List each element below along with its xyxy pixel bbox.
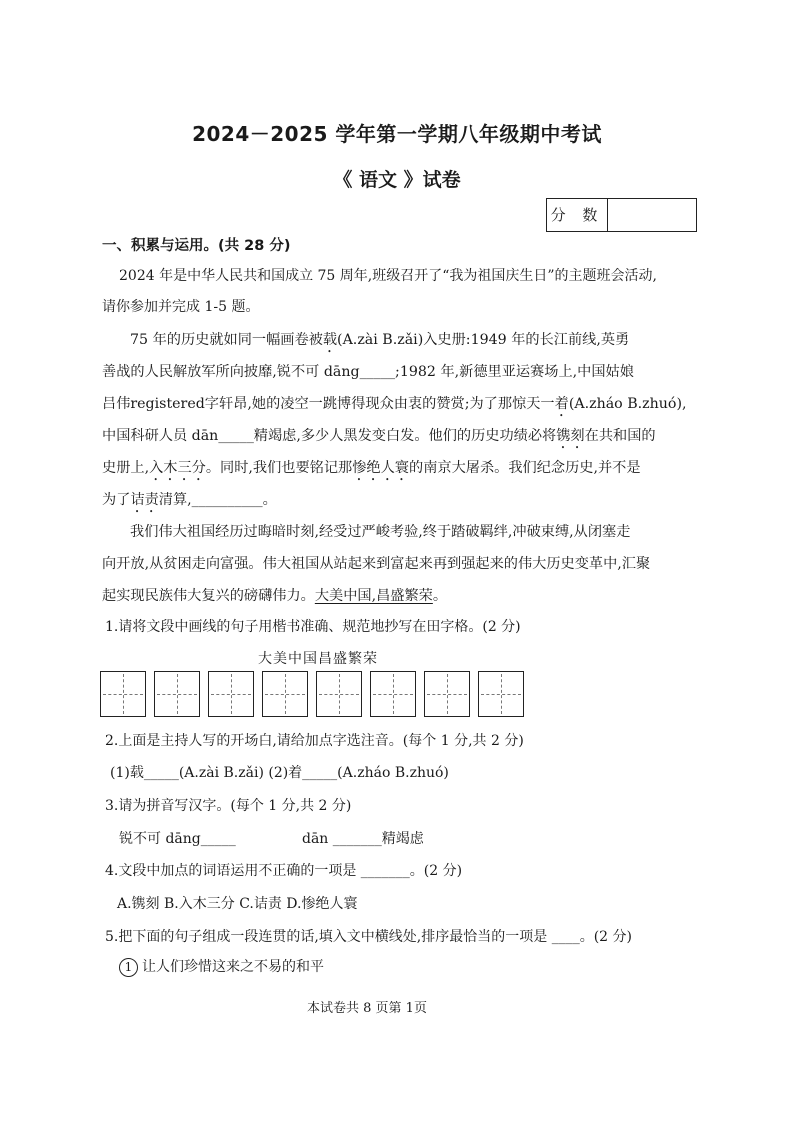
- passage-line: 吕伟registered字轩昂,她的凌空一跳博得现众由衷的赞赏;为了那惊天一着(A.zháo B.zhuó),: [102, 396, 687, 412]
- page-footer: 本试卷共 8 页第 1页: [307, 1001, 427, 1016]
- passage-line: 为了诘责清算,__________。: [102, 492, 277, 508]
- score-box: [546, 198, 697, 232]
- tianzige-cell[interactable]: [424, 671, 470, 717]
- q5-item-1: 1 让人们珍惜这来之不易的和平: [119, 957, 324, 977]
- passage-line: 史册上,入木三分。同时,我们也要铭记那惨绝人寰的南京大屠杀。我们纪念历史,并不是: [102, 460, 641, 476]
- question-5: 5.把下面的句子组成一段连贯的话,填入文中横线处,排序最恰当的一项是 ____。(2 分): [105, 929, 632, 945]
- question-3: 3.请为拼音写汉字。(每个 1 分,共 2 分): [105, 798, 352, 814]
- tianzige-cell[interactable]: [100, 671, 146, 717]
- passage-line: 中国科研人员 dān_____精竭虑,多少人黑发变白发。他们的历史功绩必将镌刻在共和国的: [102, 428, 656, 444]
- q3-item-1: 锐不可 dāng_____: [119, 831, 236, 847]
- passage-line: 我们伟大祖国经历过晦暗时刻,经受过严峻考验,终于踏破羁绊,冲破束缚,从闭塞走: [130, 524, 631, 540]
- passage-line: 善战的人民解放军所向披靡,锐不可 dāng_____;1982 年,新德里亚运赛场上,中国姑娘: [102, 364, 634, 380]
- question-4: 4.文段中加点的词语运用不正确的一项是 _______。(2 分): [105, 863, 463, 879]
- tianzige-cell[interactable]: [370, 671, 416, 717]
- underlined-sentence: 大美中国,昌盛繁荣: [314, 588, 433, 604]
- exam-subtitle: 《 语文 》试卷: [333, 169, 461, 191]
- section-heading: 一、积累与运用。(共 28 分): [102, 238, 291, 254]
- tianzige-grid: [100, 671, 530, 717]
- passage-line: 75 年的历史就如同一幅画卷被载(A.zài B.zǎi)入史册:1949 年的长江前线,英勇: [130, 332, 630, 348]
- exam-title: 2024－2025 学年第一学期八年级期中考试: [192, 122, 602, 146]
- q1-sample-text: 大美中国昌盛繁荣: [258, 651, 378, 667]
- q4-options: A.镌刻 B.入木三分 C.诘责 D.惨绝人寰: [117, 896, 358, 912]
- question-1: 1.请将文段中画线的句子用楷书准确、规范地抄写在田字格。(2 分): [105, 619, 521, 635]
- score-label: 分 数: [547, 199, 608, 231]
- passage-line: 起实现民族伟大复兴的磅礴伟力。大美中国,昌盛繁荣。: [102, 588, 448, 604]
- intro-line-2: 请你参加并完成 1-5 题。: [102, 299, 260, 315]
- circled-number: 1: [119, 958, 138, 977]
- tianzige-cell[interactable]: [478, 671, 524, 717]
- tianzige-cell[interactable]: [316, 671, 362, 717]
- tianzige-cell[interactable]: [262, 671, 308, 717]
- q3-item-2: dān _______精竭虑: [302, 831, 424, 847]
- tianzige-cell[interactable]: [154, 671, 200, 717]
- tianzige-cell[interactable]: [208, 671, 254, 717]
- intro-line-1: 2024 年是中华人民共和国成立 75 周年,班级召开了“我为祖国庆生日”的主题班会活动,: [119, 268, 658, 284]
- passage-line: 向开放,从贫困走向富强。伟大祖国从站起来到富起来再到强起来的伟大历史变革中,汇聚: [102, 556, 651, 572]
- q2-options: (1)载_____(A.zài B.zǎi) (2)着_____(A.zháo B.zhuó): [110, 765, 449, 781]
- question-2: 2.上面是主持人写的开场白,请给加点字选注音。(每个 1 分,共 2 分): [105, 733, 524, 749]
